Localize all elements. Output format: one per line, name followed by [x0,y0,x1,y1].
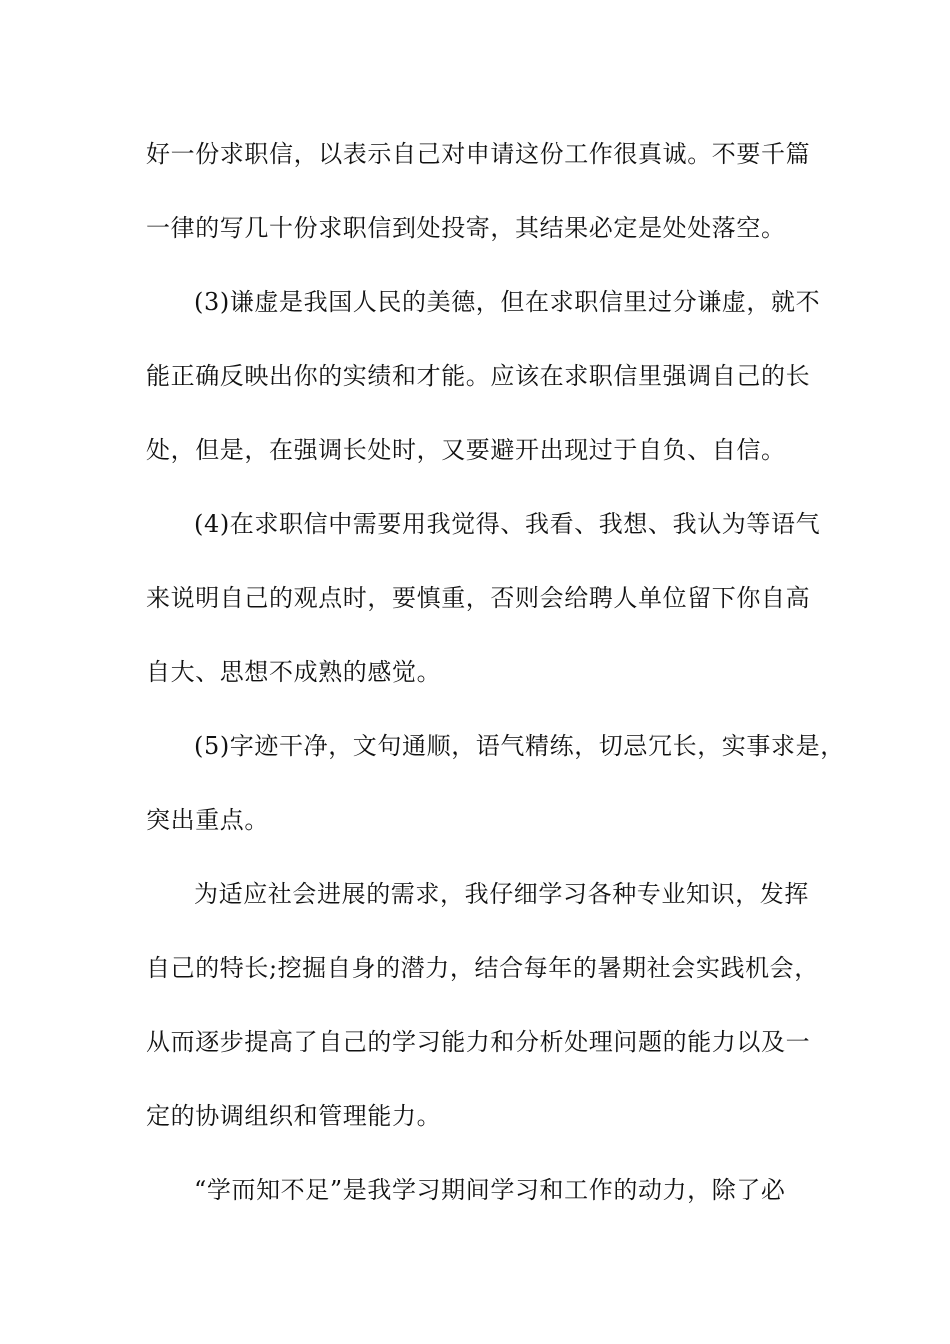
text-line: 来说明自己的观点时，要慎重，否则会给聘人单位留下你自高 [146,584,811,612]
text-line: 自大、思想不成熟的感觉。 [146,658,442,686]
document-body [146,128,845,1238]
text-line: “学而知不足”是我学习期间学习和工作的动力，除了必 [194,1176,786,1204]
text-line: 处，但是，在强调长处时，又要避开出现过于自负、自信。 [146,436,786,464]
text-line: 好一份求职信，以表示自己对申请这份工作很真诚。不要千篇 [146,140,811,168]
text-line: (4)在求职信中需要用我觉得、我看、我想、我认为等语气 [194,510,821,538]
text-line: 自己的特长;挖掘自身的潜力，结合每年的暑期社会实践机会， [146,954,819,982]
text-line: 从而逐步提高了自己的学习能力和分析处理问题的能力以及一 [146,1028,811,1056]
text-line: 能正确反映出你的实绩和才能。应该在求职信里强调自己的长 [146,362,811,390]
text-line: 一律的写几十份求职信到处投寄，其结果必定是处处落空。 [146,214,786,242]
text-line: 定的协调组织和管理能力。 [146,1102,442,1130]
text-line: (5)字迹干净，文句通顺，语气精练，切忌冗长，实事求是， [194,732,845,760]
text-line: 为适应社会进展的需求，我仔细学习各种专业知识，发挥 [194,880,809,908]
text-line: 突出重点。 [146,806,269,834]
text-line: (3)谦虚是我国人民的美德，但在求职信里过分谦虚，就不 [194,288,821,316]
